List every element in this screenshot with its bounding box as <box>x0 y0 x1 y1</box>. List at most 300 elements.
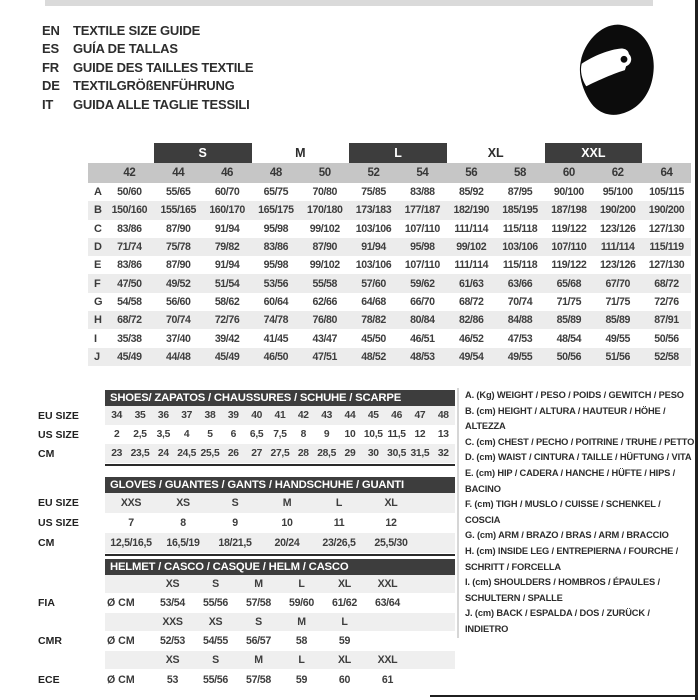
helmet-value-row-fia <box>35 593 455 613</box>
shoes-size-cell: 44 <box>344 410 356 421</box>
measurement-value-cell: 187/198 <box>551 204 587 217</box>
shoes-size-cell: 42 <box>297 410 309 421</box>
measurement-row-c <box>88 220 691 238</box>
legend-item: E. (cm) HIP / CADERA / HANCHE / HÜFTE / HIPS / BACINO <box>465 467 676 494</box>
helmet-size-cell: M <box>254 578 263 590</box>
shoes-size-cell: 9 <box>323 429 330 440</box>
measurement-value-cell: 103/106 <box>355 222 392 235</box>
gloves-size-cell: 23/26,5 <box>322 537 356 549</box>
measurement-value-cell: 105/115 <box>649 186 684 199</box>
measurement-value-cell: 71/74 <box>117 241 142 254</box>
helmet-size-cell: M <box>254 654 263 666</box>
measurement-value-cell: 47/51 <box>312 350 337 363</box>
measurement-row-i <box>88 329 691 347</box>
size-number-cell: 46 <box>221 167 234 179</box>
measurement-value-cell: 75/78 <box>165 241 191 254</box>
measurement-value-cell: 63/66 <box>507 277 533 290</box>
helmet-size-label-row-ece <box>35 651 455 669</box>
measurement-value-cell: 78/82 <box>361 314 386 327</box>
gloves-size-cell: XXS <box>120 497 142 509</box>
shoes-size-cell: 26 <box>227 448 239 459</box>
right-border-line <box>695 0 698 700</box>
helmet-value-row-cmr <box>35 631 455 651</box>
gloves-size-cell: S <box>231 497 239 509</box>
measurement-value-cell: 82/86 <box>458 314 484 327</box>
helmet-unit-label: Ø CM <box>107 673 135 686</box>
gloves-size-cell: 8 <box>180 517 186 529</box>
measurement-value-cell: 83/86 <box>263 241 289 254</box>
bottom-border-line <box>430 695 696 697</box>
helmet-size-label-cells <box>105 613 455 631</box>
measurement-value-cell: 35/38 <box>117 332 142 345</box>
shoes-row-cells <box>105 444 455 463</box>
measurement-value-cell: 50/60 <box>117 186 142 199</box>
measurement-row-a <box>88 183 691 201</box>
language-title-row <box>42 58 253 77</box>
measurement-value-cell: 52/58 <box>654 350 679 363</box>
legend-item: F. (cm) TIGH / MUSLO / CUISSE / SCHENKEL / COSCIA <box>465 499 661 525</box>
helmet-value-cell: 52/53 <box>159 635 185 647</box>
helmet-value-cell: 54/55 <box>202 635 228 647</box>
measurement-value-cell: 72/76 <box>654 295 679 308</box>
size-group-xl: XL <box>487 146 504 160</box>
shoes-size-cell: 48 <box>437 410 449 421</box>
measurement-value-cell: 75/85 <box>361 186 386 199</box>
measurement-value-cell: 91/94 <box>214 259 240 272</box>
helmet-value-cells <box>105 669 455 690</box>
language-title-list <box>42 21 253 114</box>
measurement-value-cell: 53/56 <box>263 277 289 290</box>
gloves-table-rows <box>35 493 455 553</box>
shoes-size-cell: 32 <box>437 448 449 459</box>
shoes-size-cell: 38 <box>204 410 216 421</box>
gloves-size-cell: 10 <box>281 517 293 529</box>
helmet-value-cell: 58 <box>295 635 308 647</box>
measurement-value-cell: 95/98 <box>263 259 289 272</box>
shoes-size-cell: 24,5 <box>177 448 197 459</box>
size-number-cell: 42 <box>123 167 136 179</box>
legend-item: J. (cm) BACK / ESPALDA / DOS / ZURÜCK / INDIETRO <box>465 608 650 634</box>
shoes-row-label: US SIZE <box>38 428 79 441</box>
row-letter: F <box>94 277 101 290</box>
main-table-size-group-row <box>88 143 691 163</box>
helmet-size-cell: L <box>298 578 305 590</box>
measurement-value-cell: 59/62 <box>410 277 435 290</box>
measurement-value-cell: 51/54 <box>214 277 240 290</box>
measurement-value-cell: 99/102 <box>456 241 487 254</box>
shoes-size-cell: 36 <box>157 410 169 421</box>
measurement-value-cell: 111/114 <box>600 241 635 254</box>
helmet-value-cell: 59/60 <box>288 597 314 609</box>
row-letter: A <box>94 186 102 199</box>
letter-col-spacer <box>88 143 105 163</box>
gloves-size-cell: M <box>282 497 292 509</box>
legend-item: H. (cm) INSIDE LEG / ENTREPIERNA / FOURCHE / SCHRITT / FORCELLA <box>465 545 679 572</box>
gloves-row <box>35 513 455 533</box>
language-title-row <box>42 95 253 114</box>
measurement-row-b <box>88 201 691 219</box>
helmet-value-cells <box>105 631 455 651</box>
helmet-value-cell: 61 <box>381 673 394 686</box>
helmet-size-cell: L <box>298 654 305 666</box>
measurement-value-cell: 87/95 <box>507 186 533 199</box>
shoes-size-cell: 3,5 <box>156 429 171 440</box>
helmet-value-cell: 60 <box>338 673 351 686</box>
measurement-row-f <box>88 274 691 292</box>
measurement-value-cell: 54/58 <box>117 295 142 308</box>
measurement-value-cell: 47/53 <box>507 332 533 345</box>
helmet-standard-label: CMR <box>38 635 62 647</box>
language-title: GUIDE DES TAILLES TEXTILE <box>73 59 254 75</box>
shoes-size-cell: 27,5 <box>270 448 290 459</box>
helmet-value-cell: 57/58 <box>245 673 271 686</box>
helmet-standard-label: FIA <box>38 597 55 609</box>
shoes-size-cell: 13 <box>437 429 449 440</box>
helmet-unit-label: Ø CM <box>107 597 135 609</box>
measurement-value-cell: 37/40 <box>165 332 191 345</box>
measurement-value-cell: 48/54 <box>556 332 582 345</box>
helmet-size-cell: S <box>255 616 262 628</box>
shoes-size-cell: 12 <box>414 429 426 440</box>
measurement-value-cell: 70/74 <box>507 295 533 308</box>
language-code: IT <box>42 96 54 112</box>
measurement-value-cell: 119/122 <box>551 222 587 235</box>
racing-helmet-svg <box>570 20 660 122</box>
measurement-value-cell: 127/130 <box>648 259 685 272</box>
measurement-value-cell: 55/58 <box>312 277 337 290</box>
measurement-value-cell: 177/187 <box>404 204 441 217</box>
row-letter: B <box>94 204 102 217</box>
shoes-size-cell: 45 <box>367 410 379 421</box>
measurement-value-cell: 41/45 <box>263 332 289 345</box>
helmet-size-cell: XS <box>165 654 180 666</box>
measurement-value-cell: 85/89 <box>605 314 630 327</box>
measurement-value-cell: 65/68 <box>556 277 582 290</box>
measurement-row-j <box>88 348 691 366</box>
shoes-size-cell: 25,5 <box>200 448 220 459</box>
language-title-row <box>42 21 253 40</box>
measurement-row-e <box>88 256 691 274</box>
language-title: TEXTILGRÖßENFÜHRUNG <box>73 78 235 94</box>
legend-item: I. (cm) SHOULDERS / HOMBROS / ÉPAULES / SCHULTERN / SPALLE <box>465 577 660 603</box>
helmet-value-cell: 55/56 <box>202 597 228 609</box>
measurement-value-cell: 70/74 <box>165 314 191 327</box>
measurement-value-cell: 190/200 <box>599 204 636 217</box>
shoes-size-cell: 10,5 <box>363 429 383 440</box>
measurement-value-cell: 99/102 <box>309 259 340 272</box>
gloves-size-cell: 16,5/19 <box>166 537 200 549</box>
legend-item: A. (Kg) WEIGHT / PESO / POIDS / GEWITCH / PESO <box>465 390 684 400</box>
helmet-unit-label: Ø CM <box>107 635 135 647</box>
helmet-value-cell: 63/64 <box>374 597 400 609</box>
gloves-size-cell: 11 <box>333 517 345 529</box>
measurement-value-cell: 103/106 <box>502 241 538 254</box>
measurement-value-cell: 67/70 <box>605 277 630 290</box>
shoes-size-cell: 39 <box>227 410 239 421</box>
measurement-value-cell: 58/62 <box>214 295 240 308</box>
measurement-value-cell: 70/80 <box>312 186 337 199</box>
helmet-value-cell: 61/62 <box>331 597 357 609</box>
measurement-value-cell: 127/130 <box>648 222 685 235</box>
measurement-value-cell: 87/91 <box>654 314 679 327</box>
measurement-value-cell: 165/175 <box>258 204 294 217</box>
helmet-size-cell: XL <box>338 578 351 590</box>
measurement-value-cell: 107/110 <box>404 222 440 235</box>
gloves-size-cell: 9 <box>232 517 238 529</box>
shoes-size-table <box>35 390 455 466</box>
helmet-value-cell: 56/57 <box>245 635 271 647</box>
shoes-size-cell: 35 <box>134 410 146 421</box>
measurement-value-cell: 170/180 <box>306 204 343 217</box>
row-letter: E <box>94 259 102 272</box>
measurement-value-cell: 160/170 <box>209 204 245 217</box>
measurement-value-cell: 56/60 <box>165 295 191 308</box>
measurement-value-cell: 107/110 <box>551 241 587 254</box>
measurement-value-cell: 71/75 <box>556 295 582 308</box>
measurement-value-cell: 119/122 <box>551 259 587 272</box>
size-number-cell: 50 <box>318 167 331 179</box>
helmet-value-cell: 59 <box>338 635 351 647</box>
shoes-table-title: SHOES/ ZAPATOS / CHAUSSURES / SCHUHE / SCARPE <box>105 390 455 406</box>
measurement-value-cell: 182/190 <box>453 204 489 217</box>
measurement-row-h <box>88 311 691 329</box>
gloves-size-table <box>35 477 455 556</box>
helmet-size-table <box>35 559 455 690</box>
measurement-value-cell: 95/98 <box>263 222 289 235</box>
measurement-value-cell: 79/82 <box>214 241 240 254</box>
language-code: EN <box>42 22 60 38</box>
helmet-value-row-ece <box>35 669 455 690</box>
helmet-table-title: HELMET / CASCO / CASQUE / HELM / CASCO <box>105 559 455 575</box>
measurement-value-cell: 123/126 <box>599 222 636 235</box>
size-number-cell: 56 <box>465 167 478 179</box>
shoes-size-cell: 30 <box>367 448 379 459</box>
measurement-value-cell: 115/118 <box>502 259 538 272</box>
gloves-row-cells <box>105 493 455 513</box>
measurement-value-cell: 99/102 <box>309 222 340 235</box>
gloves-size-cell: 12 <box>385 517 397 529</box>
shoes-row-cells <box>105 406 455 425</box>
measurement-value-cell: 123/126 <box>599 259 636 272</box>
shoes-size-cell: 6,5 <box>249 429 264 440</box>
size-group-xxl: XXL <box>545 143 643 163</box>
gloves-table-title: GLOVES / GUANTES / GANTS / HANDSCHUHE / GUANTI <box>105 477 455 493</box>
helmet-size-cell: L <box>341 616 348 628</box>
shoes-size-cell: 4 <box>183 429 190 440</box>
shoes-size-cell: 28,5 <box>317 448 337 459</box>
gloves-size-cell: 12,5/16,5 <box>110 537 152 549</box>
shoes-row-label: EU SIZE <box>38 409 79 422</box>
helmet-size-cell: XXL <box>377 578 398 590</box>
shoes-size-cell: 43 <box>321 410 333 421</box>
size-number-cell: 52 <box>367 167 380 179</box>
helmet-standard-label: ECE <box>38 673 60 686</box>
measurement-value-cell: 45/49 <box>117 350 142 363</box>
helmet-value-cell: 59 <box>295 673 308 686</box>
shoes-size-cell: 37 <box>181 410 193 421</box>
measurement-value-cell: 49/55 <box>605 332 630 345</box>
shoes-size-cell: 7,5 <box>273 429 287 440</box>
measurement-value-cell: 68/72 <box>458 295 484 308</box>
measurement-value-cell: 43/47 <box>312 332 337 345</box>
textile-size-table <box>88 143 691 366</box>
language-title: TEXTILE SIZE GUIDE <box>73 22 201 38</box>
main-table-size-number-row <box>88 163 691 183</box>
shoes-size-cell: 31,5 <box>410 448 430 459</box>
measurement-value-cell: 50/56 <box>556 350 582 363</box>
measurement-value-cell: 91/94 <box>214 222 240 235</box>
measurement-value-cell: 39/42 <box>214 332 240 345</box>
measurement-value-cell: 62/66 <box>312 295 337 308</box>
size-group-m: M <box>295 146 306 160</box>
size-number-cell: 58 <box>514 167 527 179</box>
shoes-size-cell: 28 <box>297 448 309 459</box>
shoes-table-rows <box>35 406 455 463</box>
helmet-value-cell: 55/56 <box>202 673 228 686</box>
measurement-value-cell: 72/76 <box>214 314 240 327</box>
measurement-value-cell: 74/78 <box>263 314 289 327</box>
shoes-size-cell: 46 <box>391 410 403 421</box>
gloves-row-cells <box>105 513 455 533</box>
measurement-value-cell: 50/56 <box>654 332 679 345</box>
gloves-size-cell: XS <box>176 497 190 509</box>
measurement-value-cell: 85/89 <box>556 314 582 327</box>
helmet-size-label-row-fia <box>35 575 455 593</box>
language-title-row <box>42 40 253 59</box>
helmet-size-cell: XL <box>338 654 351 666</box>
gloves-size-cell: 25,5/30 <box>374 537 408 549</box>
gloves-row-label: US SIZE <box>38 517 79 529</box>
helmet-value-cell: 57/58 <box>245 597 271 609</box>
shoes-table-bottom-border <box>105 464 455 466</box>
helmet-table-rows <box>35 575 455 690</box>
measurement-value-cell: 111/114 <box>454 222 489 235</box>
measurement-value-cell: 48/52 <box>361 350 386 363</box>
language-code: ES <box>42 41 59 57</box>
measurement-value-cell: 60/70 <box>214 186 240 199</box>
shoes-size-cell: 23 <box>111 448 123 459</box>
measurement-value-cell: 91/94 <box>361 241 386 254</box>
size-number-cell: 60 <box>562 167 575 179</box>
measurement-value-cell: 68/72 <box>654 277 679 290</box>
shoes-size-cell: 23,5 <box>130 448 150 459</box>
measurement-value-cell: 57/60 <box>361 277 386 290</box>
shoes-size-cell: 40 <box>251 410 263 421</box>
shoes-size-cell: 47 <box>414 410 426 421</box>
shoes-size-cell: 27 <box>251 448 263 459</box>
measurement-value-cell: 45/50 <box>361 332 386 345</box>
size-number-cell: 54 <box>416 167 429 179</box>
helmet-size-cell: S <box>212 578 219 590</box>
shoes-size-cell: 11,5 <box>387 429 406 440</box>
measurement-value-cell: 65/75 <box>263 186 289 199</box>
shoes-size-cell: 2,5 <box>133 429 147 440</box>
measurement-value-cell: 55/65 <box>165 186 191 199</box>
measurement-value-cell: 111/114 <box>454 259 489 272</box>
measurement-value-cell: 49/52 <box>165 277 191 290</box>
gloves-size-cell: 7 <box>128 517 134 529</box>
row-letter: I <box>94 332 98 345</box>
language-code: FR <box>42 59 59 75</box>
helmet-size-cell: XS <box>165 578 180 590</box>
measurement-value-cell: 60/64 <box>263 295 289 308</box>
racing-helmet-icon <box>570 20 660 122</box>
gloves-row-label: CM <box>38 537 55 549</box>
legend-item: G. (cm) ARM / BRAZO / BRAS / ARM / BRACCIO <box>465 530 669 541</box>
size-group-spacer <box>642 143 691 163</box>
helmet-size-cell: M <box>297 616 306 628</box>
helmet-size-cell: S <box>212 654 219 666</box>
shoes-size-cell: 6 <box>230 429 237 440</box>
helmet-value-cell: 53/54 <box>159 597 185 609</box>
measurement-value-cell: 85/92 <box>458 186 484 199</box>
gloves-row <box>35 533 455 553</box>
top-strip <box>45 0 653 6</box>
row-letter: G <box>94 295 103 308</box>
measurement-value-cell: 46/51 <box>410 332 435 345</box>
shoes-row <box>35 425 455 444</box>
shoes-size-cell: 8 <box>300 429 306 440</box>
helmet-value-cell: 53 <box>166 673 179 686</box>
language-title-row <box>42 77 253 96</box>
gloves-row-cells <box>105 533 455 553</box>
shoes-size-cell: 34 <box>111 410 123 421</box>
shoes-size-cell: 5 <box>207 429 213 440</box>
shoes-size-cell: 29 <box>344 448 356 459</box>
measurement-value-cell: 95/98 <box>410 241 435 254</box>
helmet-value-cells <box>105 593 455 613</box>
measurement-value-cell: 44/48 <box>165 350 191 363</box>
legend-item: C. (cm) CHEST / PECHO / POITRINE / TRUHE / PETTO <box>465 436 695 447</box>
size-number-cell: 64 <box>660 167 673 179</box>
measurement-value-cell: 47/50 <box>117 277 142 290</box>
helmet-size-cell: XS <box>208 616 223 628</box>
helmet-size-cell: XXL <box>377 654 398 666</box>
row-letter: H <box>94 314 102 327</box>
shoes-size-cell: 2 <box>113 429 120 440</box>
size-group-s: S <box>154 143 252 163</box>
measurement-value-cell: 103/106 <box>355 259 392 272</box>
measurement-row-d <box>88 238 691 256</box>
measurement-value-cell: 87/90 <box>165 259 191 272</box>
gloves-size-cell: XL <box>384 497 398 509</box>
size-number-cell: 48 <box>269 167 282 179</box>
shoes-row-cells <box>105 425 455 444</box>
measurement-value-cell: 185/195 <box>502 204 538 217</box>
measurement-value-cell: 90/100 <box>553 186 584 199</box>
measurement-value-cell: 48/53 <box>410 350 435 363</box>
gloves-size-cell: 18/21,5 <box>218 537 252 549</box>
row-letter: D <box>94 241 102 254</box>
language-title: GUÍA DE TALLAS <box>73 41 178 57</box>
measurement-value-cell: 173/183 <box>355 204 392 217</box>
measurement-value-cell: 51/56 <box>605 350 630 363</box>
measurement-value-cell: 76/80 <box>312 314 337 327</box>
language-title: GUIDA ALLE TAGLIE TESSILI <box>73 96 250 112</box>
measurement-value-cell: 64/68 <box>361 295 386 308</box>
shoes-size-cell: 30,5 <box>387 448 407 459</box>
legend-item: B. (cm) HEIGHT / ALTURA / HAUTEUR / HÖHE / ALTEZZA <box>465 405 666 432</box>
measurement-value-cell: 84/88 <box>507 314 533 327</box>
legend-item: D. (cm) WAIST / CINTURA / TAILLE / HÜFTUNG / VITA <box>465 452 692 463</box>
measurement-value-cell: 80/84 <box>410 314 435 327</box>
shoes-row <box>35 406 455 425</box>
measurement-value-cell: 83/86 <box>117 259 142 272</box>
helmet-size-label-cells <box>105 651 455 669</box>
measurement-value-cell: 49/54 <box>458 350 484 363</box>
measurement-value-cell: 71/75 <box>605 295 630 308</box>
gloves-size-cell: L <box>335 497 343 509</box>
